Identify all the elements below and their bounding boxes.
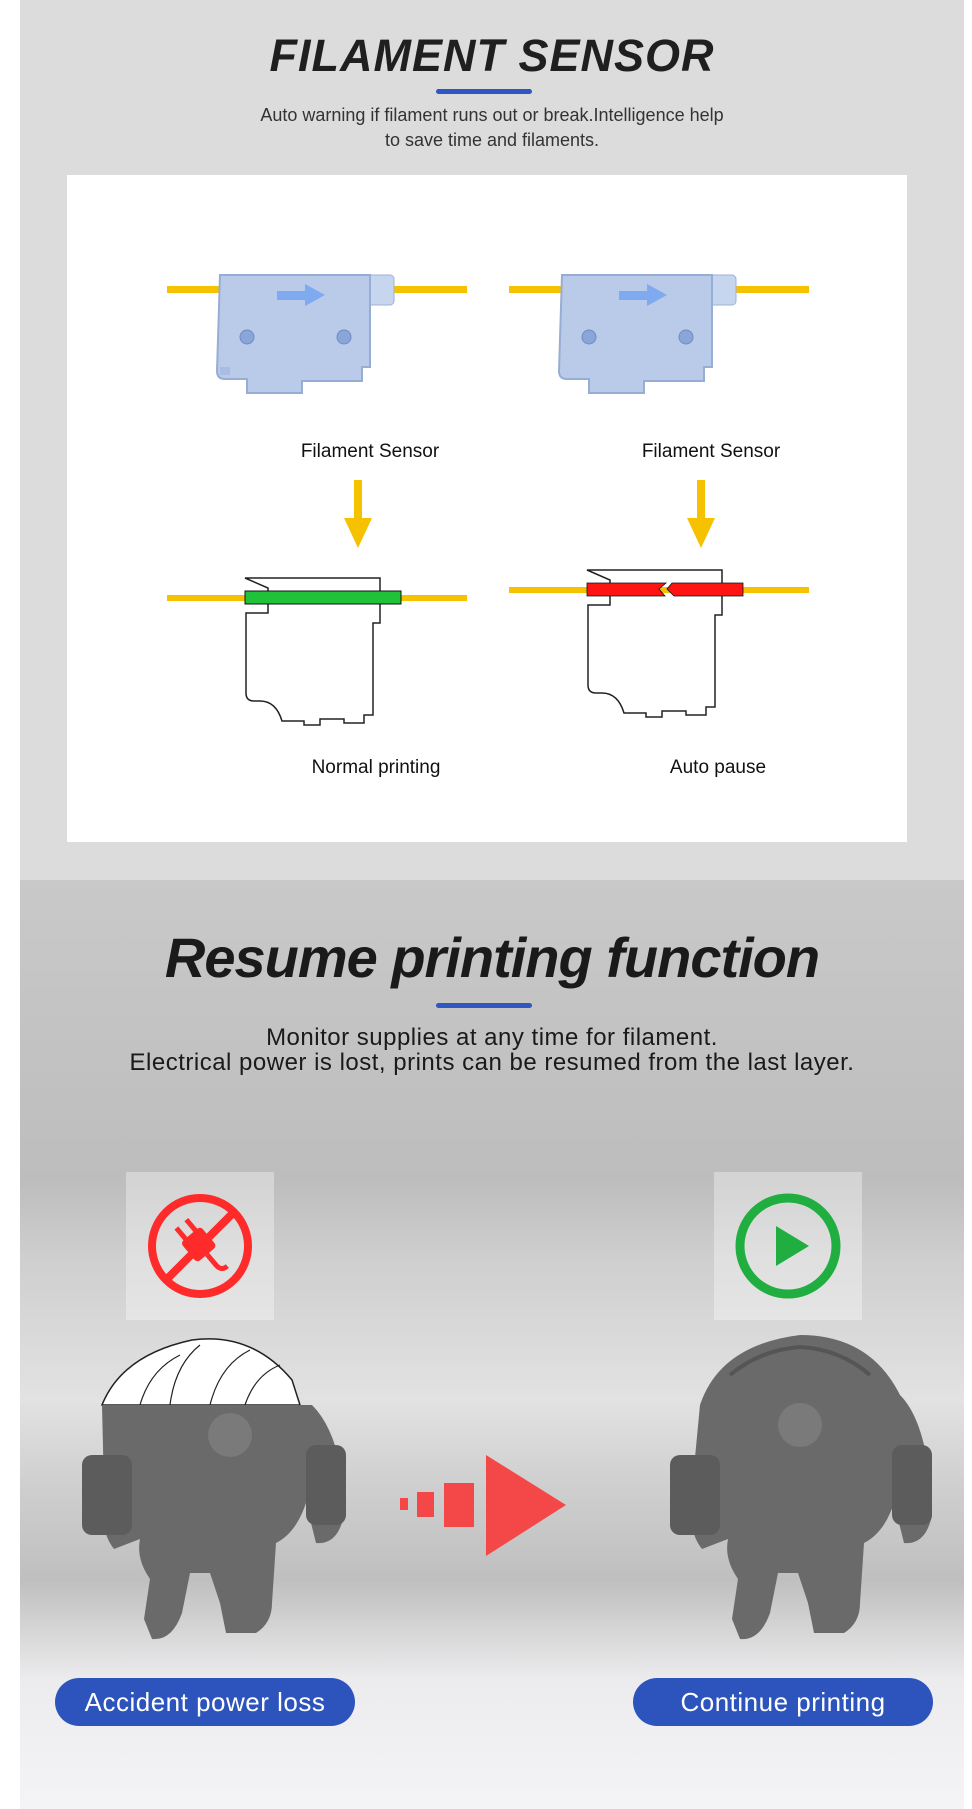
right-sensor-label: Filament Sensor (641, 441, 781, 462)
screw-icon (582, 330, 596, 344)
auto-pause-outline (509, 567, 829, 727)
play-circle-icon (733, 1191, 843, 1301)
screw-icon (679, 330, 693, 344)
normal-printing-outline (167, 575, 487, 735)
auto-pause-label: Auto pause (669, 757, 767, 778)
filament-sensor-section (20, 0, 964, 880)
left-filament-sensor-illustration (167, 265, 487, 425)
power-loss-icon-tile (126, 1172, 274, 1320)
section-title-resume: Resume printing function (164, 926, 820, 989)
title-underline (436, 1003, 532, 1008)
partially-printed-model (80, 1335, 360, 1655)
diagram-card (67, 175, 907, 842)
subtitle-line-1: Auto warning if filament runs out or break.Intelligence help (260, 105, 724, 125)
right-filament-sensor-illustration (509, 265, 829, 425)
resume-icon-tile (714, 1172, 862, 1320)
down-arrow-icon (686, 480, 716, 550)
normal-printing-label: Normal printing (311, 757, 441, 778)
down-arrow-icon (343, 480, 373, 550)
title-underline (436, 89, 532, 94)
screw-icon (240, 330, 254, 344)
arrow-right-icon (400, 1450, 580, 1560)
continue-printing-button[interactable]: Continue printing (633, 1678, 933, 1726)
resume-subtitle-line-2: Electrical power is lost, prints can be resumed from the last layer. (129, 1049, 855, 1076)
resume-subtitle-line-1: Monitor supplies at any time for filament. (266, 1024, 718, 1051)
accident-power-loss-button[interactable]: Accident power loss (55, 1678, 355, 1726)
product-page (20, 0, 964, 1809)
resume-subtitle (20, 1025, 964, 1075)
section-subtitle (20, 103, 964, 153)
screw-icon (337, 330, 351, 344)
completed-model (660, 1335, 940, 1655)
section-title-filament-sensor: FILAMENT SENSOR (269, 30, 715, 81)
no-power-plug-icon (145, 1191, 255, 1301)
left-sensor-label: Filament Sensor (300, 441, 440, 462)
subtitle-line-2: to save time and filaments. (384, 130, 600, 150)
